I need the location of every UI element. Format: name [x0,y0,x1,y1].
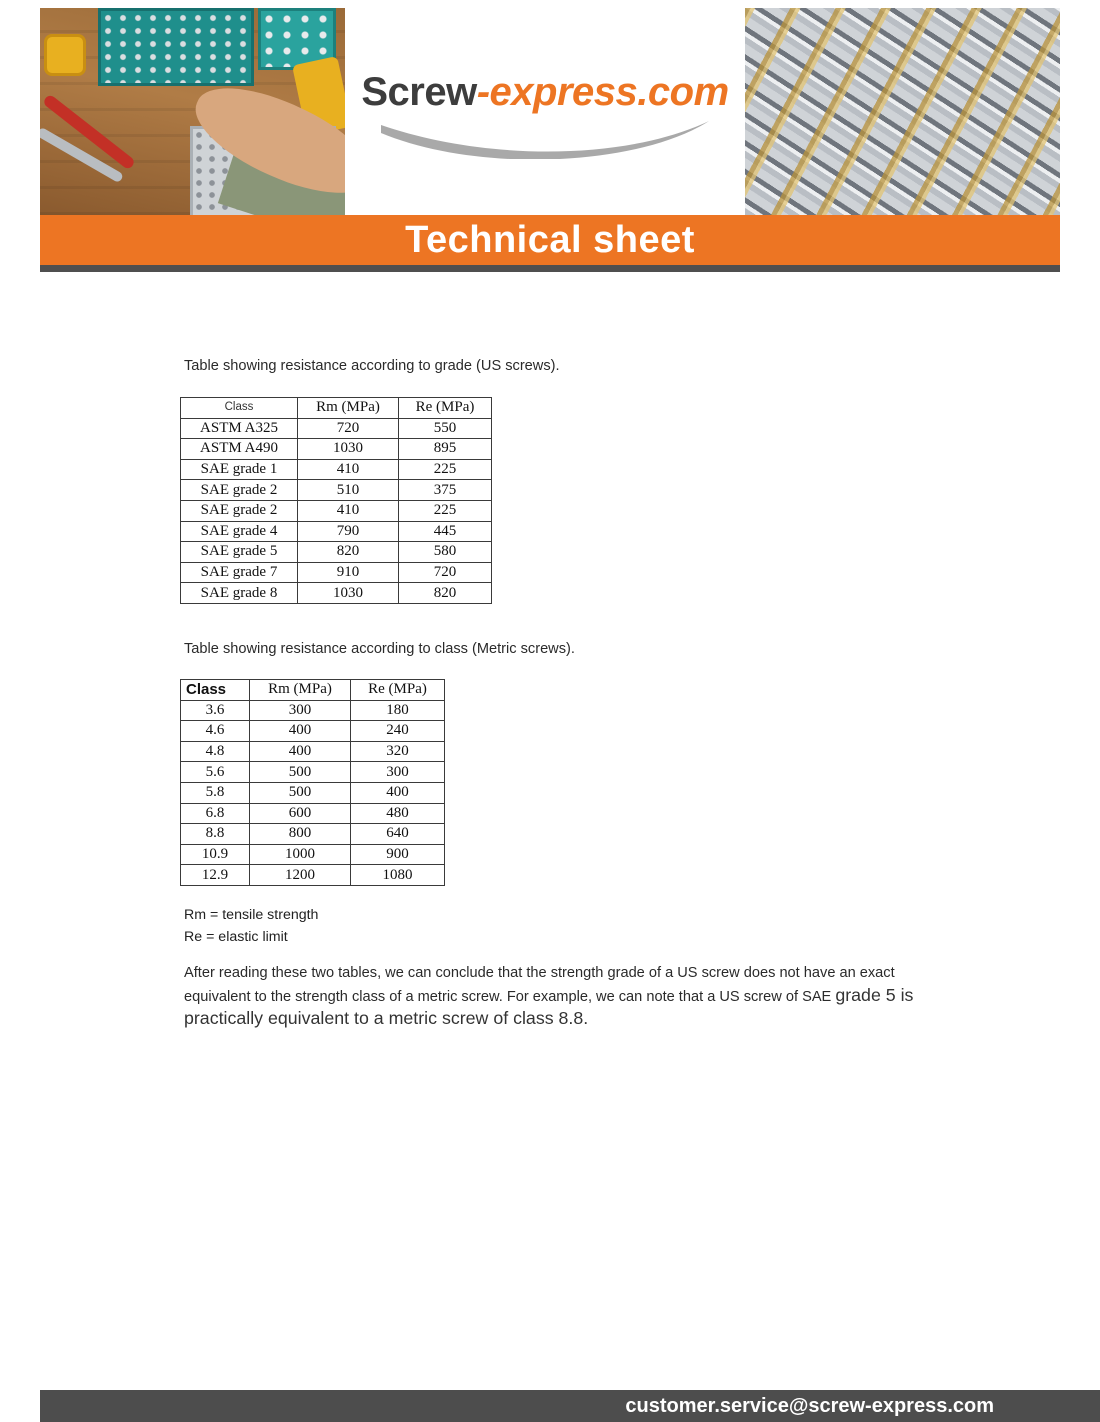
table-row [181,500,492,521]
table-cell: 500 [250,782,351,803]
logo-text [361,70,728,115]
metric-resistance-table [180,679,445,886]
table-cell: 10.9 [181,844,250,865]
metric-table-header-rm: Rm (MPa) [250,680,351,701]
table-cell: 300 [351,762,445,783]
table-cell: 1030 [298,583,399,604]
table-cell: 510 [298,480,399,501]
tape-measure-icon [44,34,86,76]
table-row [181,480,492,501]
conclusion-paragraph [184,963,929,1032]
note-rm-definition: Rm = tensile strength [184,907,319,923]
table-cell: 300 [250,700,351,721]
logo-swoosh-icon [375,119,715,159]
table-cell: ASTM A490 [181,439,298,460]
table-row [181,741,445,762]
table-cell: SAE grade 1 [181,459,298,480]
table-row [181,824,445,845]
workbench-photo [40,8,345,215]
note-re-definition: Re = elastic limit [184,929,288,945]
table-cell: 8.8 [181,824,250,845]
table-cell: 550 [399,418,492,439]
logo [345,8,745,215]
table-row [181,418,492,439]
table-row [181,583,492,604]
footer-email: customer.service@screw-express.com [625,1395,994,1417]
table-cell: 3.6 [181,700,250,721]
table-cell: SAE grade 4 [181,521,298,542]
table-row [181,439,492,460]
metric-table-header-class: Class [181,680,250,701]
table-row [181,459,492,480]
table-cell: 400 [250,721,351,742]
logo-text-express: -express.com [476,70,729,114]
table-cell: 410 [298,500,399,521]
table-cell: 900 [351,844,445,865]
table-cell: 6.8 [181,803,250,824]
table-cell: 790 [298,521,399,542]
title-banner [40,215,1060,272]
us-table-header-class: Class [181,398,298,419]
page-title: Technical sheet [405,219,695,261]
table-row [181,865,445,886]
table-cell: 910 [298,562,399,583]
table-cell: 720 [298,418,399,439]
us-table-header-re: Re (MPa) [399,398,492,419]
table-row [181,721,445,742]
table-cell: 4.6 [181,721,250,742]
table-cell: 600 [250,803,351,824]
metric-table-caption: Table showing resistance according to class (Metric screws). [184,641,575,657]
table-cell: 400 [351,782,445,803]
table-row [181,700,445,721]
table-cell: 720 [399,562,492,583]
table-cell: 375 [399,480,492,501]
table-row [181,542,492,563]
table-cell: 410 [298,459,399,480]
logo-text-screw: Screw [361,70,477,114]
table-cell: 1000 [250,844,351,865]
table-cell: ASTM A325 [181,418,298,439]
table-row [181,562,492,583]
conclusion-highlight: grade 5 is practically equivalent to a metric screw of class 8.8. [184,984,914,1028]
us-table-header-rm: Rm (MPa) [298,398,399,419]
table-cell: 640 [351,824,445,845]
screws-photo [745,8,1060,215]
us-resistance-table [180,397,492,604]
table-cell: 240 [351,721,445,742]
table-cell: 500 [250,762,351,783]
metric-table-header-re: Re (MPa) [351,680,445,701]
table-cell: 480 [351,803,445,824]
table-cell: 1080 [351,865,445,886]
table-cell: 225 [399,459,492,480]
table-cell: SAE grade 2 [181,480,298,501]
table-cell: 895 [399,439,492,460]
table-cell: 445 [399,521,492,542]
table-row [181,803,445,824]
conclusion-text: After reading these two tables, we can conclude that the strength grade of a US screw does not have an exact equivalent to the strength class of a metric screw. For example, we can note that a US screw of SAE [184,965,895,1005]
table-cell: 580 [399,542,492,563]
table-cell: 820 [298,542,399,563]
table-cell: 1200 [250,865,351,886]
table-cell: 320 [351,741,445,762]
table-cell: SAE grade 7 [181,562,298,583]
table-cell: 225 [399,500,492,521]
table-cell: 400 [250,741,351,762]
table-cell: 180 [351,700,445,721]
table-row [181,521,492,542]
footer-bar [40,1390,1100,1422]
table-header-row [181,398,492,419]
table-cell: 5.6 [181,762,250,783]
header [40,8,1060,215]
table-cell: 4.8 [181,741,250,762]
table-row [181,844,445,865]
table-cell: SAE grade 5 [181,542,298,563]
table-cell: 5.8 [181,782,250,803]
table-cell: SAE grade 2 [181,500,298,521]
table-cell: SAE grade 8 [181,583,298,604]
table-cell: 820 [399,583,492,604]
organizer-tray-icon [98,8,254,86]
table-cell: 1030 [298,439,399,460]
table-row [181,762,445,783]
us-table-caption: Table showing resistance according to grade (US screws). [184,358,560,374]
table-cell: 800 [250,824,351,845]
table-cell: 12.9 [181,865,250,886]
table-row [181,782,445,803]
table-header-row [181,680,445,701]
